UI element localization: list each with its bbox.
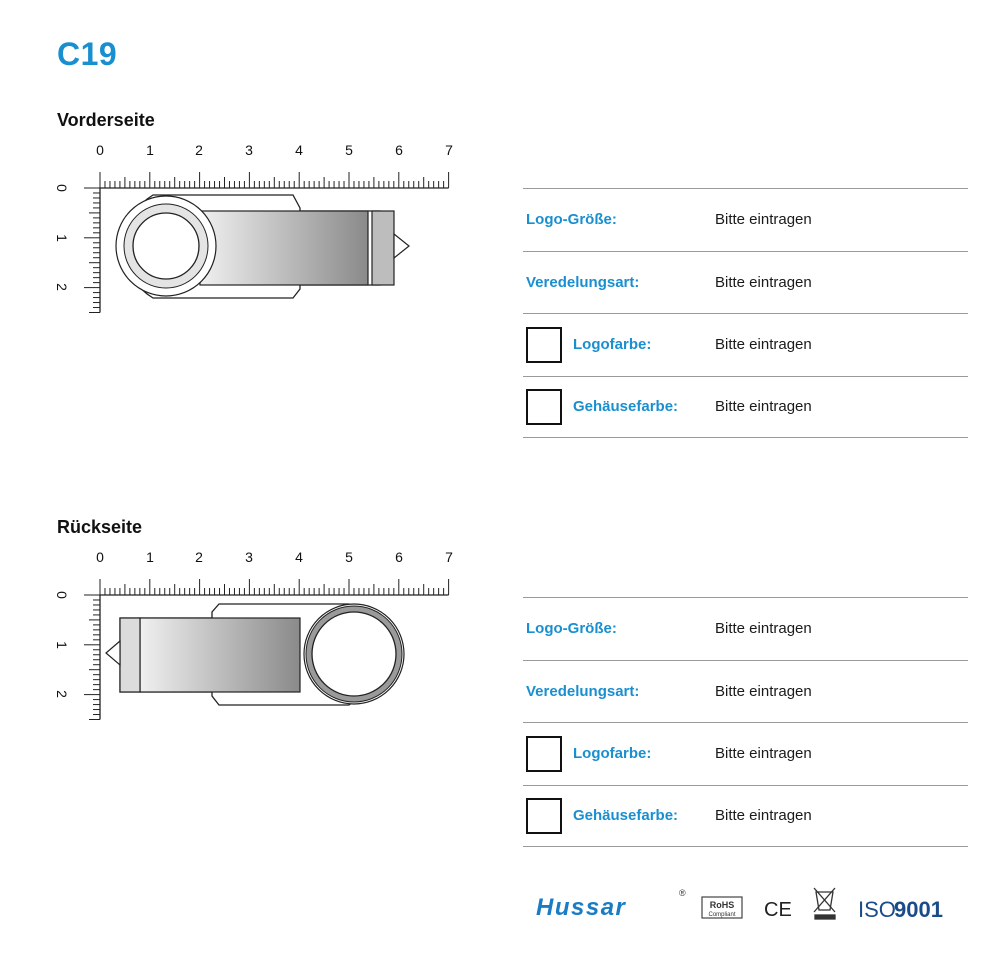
finishing-label: Veredelungsart: bbox=[526, 682, 640, 700]
ruler-v-label: 0 bbox=[54, 184, 70, 192]
ruler-v-label: 1 bbox=[54, 234, 70, 242]
ruler-h-label: 7 bbox=[445, 142, 453, 158]
weee-bin-icon bbox=[814, 888, 835, 919]
front-drawing-svg bbox=[50, 138, 470, 328]
logo-color-label: Logofarbe: bbox=[573, 745, 652, 763]
housing-color-swatch[interactable] bbox=[526, 389, 562, 425]
finishing-label: Veredelungsart: bbox=[526, 273, 640, 291]
ruler-h-label: 6 bbox=[395, 142, 403, 158]
front-spec-form bbox=[523, 188, 968, 438]
logo-color-label: Logofarbe: bbox=[573, 336, 652, 354]
back-drawing-svg bbox=[50, 545, 470, 735]
ruler-h-label: 5 bbox=[345, 142, 353, 158]
logo-size-label: Logo-Größe: bbox=[526, 211, 617, 229]
front-ruler-horizontal bbox=[100, 172, 449, 188]
ce-mark: CE bbox=[764, 899, 792, 921]
finishing-field[interactable]: Bitte eintragen bbox=[715, 682, 812, 700]
back-logo-color-row bbox=[523, 722, 968, 785]
finishing-field[interactable]: Bitte eintragen bbox=[715, 273, 812, 291]
iso-number: 9001 bbox=[894, 897, 943, 922]
product-code-title: C19 bbox=[57, 36, 118, 72]
front-ruler-vertical bbox=[84, 188, 100, 313]
ruler-v-label: 1 bbox=[54, 641, 70, 649]
ruler-h-label: 4 bbox=[295, 549, 303, 565]
front-dimension-drawing bbox=[50, 138, 470, 328]
ruler-v-label: 2 bbox=[54, 283, 70, 291]
ruler-h-label: 2 bbox=[195, 142, 203, 158]
logo-size-field[interactable]: Bitte eintragen bbox=[715, 211, 812, 229]
front-housing-color-row bbox=[523, 376, 968, 439]
iso-prefix: ISO bbox=[858, 897, 896, 922]
back-housing-color-row bbox=[523, 785, 968, 848]
back-side-heading: Rückseite bbox=[57, 517, 143, 537]
back-finishing-row bbox=[523, 660, 968, 723]
back-spec-form bbox=[523, 597, 968, 847]
front-logo-size-row bbox=[523, 188, 968, 251]
ruler-h-label: 3 bbox=[245, 549, 253, 565]
back-ruler-horizontal bbox=[100, 579, 449, 595]
ruler-h-label: 7 bbox=[445, 549, 453, 565]
housing-color-label: Gehäusefarbe: bbox=[573, 398, 679, 416]
front-logo-color-row bbox=[523, 313, 968, 376]
logo-size-label: Logo-Größe: bbox=[526, 620, 617, 638]
back-dimension-drawing bbox=[50, 545, 470, 735]
logo-size-field[interactable]: Bitte eintragen bbox=[715, 620, 812, 638]
ruler-h-label: 0 bbox=[96, 549, 104, 565]
ruler-v-label: 0 bbox=[54, 591, 70, 599]
back-ruler-vertical bbox=[84, 595, 100, 720]
ruler-h-label: 3 bbox=[245, 142, 253, 158]
usb-stick-front-view bbox=[116, 195, 409, 298]
ruler-h-label: 1 bbox=[146, 549, 154, 565]
rohs-text: RoHS bbox=[709, 900, 735, 910]
housing-color-label: Gehäusefarbe: bbox=[573, 807, 679, 825]
ruler-v-label: 2 bbox=[54, 690, 70, 698]
registered-mark: ® bbox=[679, 888, 686, 898]
logo-color-field[interactable]: Bitte eintragen bbox=[715, 745, 812, 763]
front-side-heading: Vorderseite bbox=[57, 110, 155, 130]
logo-color-field[interactable]: Bitte eintragen bbox=[715, 336, 812, 354]
rohs-compliant-text: Compliant bbox=[708, 912, 736, 918]
housing-color-swatch[interactable] bbox=[526, 798, 562, 834]
logo-color-swatch[interactable] bbox=[526, 736, 562, 772]
usb-stick-back-view bbox=[106, 604, 404, 705]
ruler-h-label: 2 bbox=[195, 549, 203, 565]
housing-color-field[interactable]: Bitte eintragen bbox=[715, 398, 812, 416]
ruler-h-label: 5 bbox=[345, 549, 353, 565]
ruler-h-label: 4 bbox=[295, 142, 303, 158]
ruler-h-label: 6 bbox=[395, 549, 403, 565]
footer-logos-svg bbox=[536, 884, 961, 924]
housing-color-field[interactable]: Bitte eintragen bbox=[715, 807, 812, 825]
front-finishing-row bbox=[523, 251, 968, 314]
ruler-h-label: 0 bbox=[96, 142, 104, 158]
ruler-h-label: 1 bbox=[146, 142, 154, 158]
certification-footer bbox=[536, 884, 961, 924]
back-logo-size-row bbox=[523, 597, 968, 660]
logo-color-swatch[interactable] bbox=[526, 327, 562, 363]
rohs-icon bbox=[702, 897, 742, 918]
hussar-logo: Hussar bbox=[536, 894, 627, 921]
